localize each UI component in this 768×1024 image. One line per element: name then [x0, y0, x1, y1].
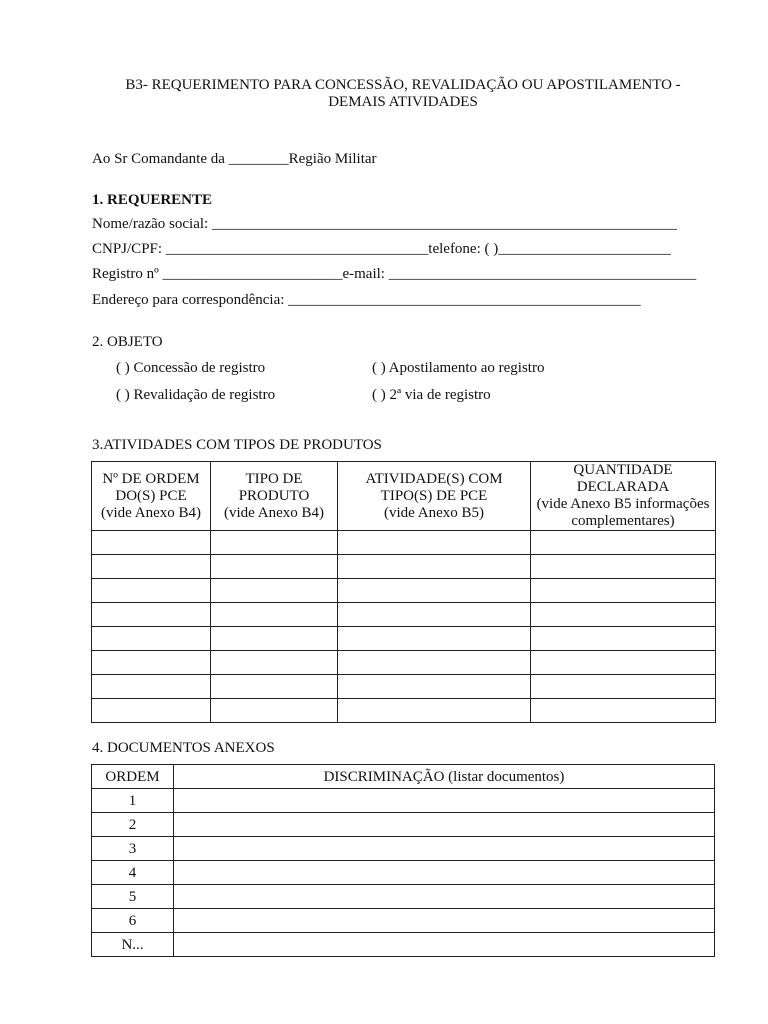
atividades-cell[interactable]: [338, 531, 531, 555]
atividades-cell[interactable]: [531, 699, 716, 723]
documentos-row: [92, 909, 715, 933]
atividades-cell[interactable]: [92, 531, 211, 555]
atividades-row: [92, 675, 716, 699]
atividades-row: [92, 603, 716, 627]
documento-discriminacao-cell[interactable]: [174, 789, 715, 813]
documentos-table: [91, 764, 715, 957]
atividades-row: [92, 699, 716, 723]
col-ordem-pce-line: DO(S) PCE: [115, 487, 187, 504]
section-documentos-heading: 4. DOCUMENTOS ANEXOS: [92, 740, 275, 756]
atividades-cell[interactable]: [338, 699, 531, 723]
endereco-field[interactable]: Endereço para correspondência: _______________________________________________: [92, 292, 641, 308]
documento-ordem-cell: 6: [92, 909, 174, 933]
documento-discriminacao-cell[interactable]: [174, 909, 715, 933]
cnpj-phone-field[interactable]: CNPJ/CPF: ___________________________________telefone: ( )_______________________: [92, 241, 671, 257]
section-requerente-heading: 1. REQUERENTE: [92, 192, 213, 208]
atividades-cell[interactable]: [92, 555, 211, 579]
col-atividades-line: (vide Anexo B5): [384, 504, 484, 521]
documento-ordem-cell: N...: [92, 933, 174, 957]
atividades-cell[interactable]: [338, 627, 531, 651]
documento-discriminacao-cell[interactable]: [174, 813, 715, 837]
atividades-cell[interactable]: [338, 579, 531, 603]
atividades-row: [92, 579, 716, 603]
addressee-line[interactable]: Ao Sr Comandante da ________Região Militar: [92, 151, 377, 167]
col-tipo-produto-line: PRODUTO: [238, 487, 310, 504]
col-ordem-pce-line: (vide Anexo B4): [101, 504, 201, 521]
documentos-row: [92, 885, 715, 909]
documento-ordem-cell: 2: [92, 813, 174, 837]
name-field[interactable]: Nome/razão social: ______________________________________________________________: [92, 216, 677, 232]
section-objeto-heading: 2. OBJETO: [92, 334, 163, 350]
col-tipo-produto: [211, 462, 338, 531]
atividades-cell[interactable]: [531, 651, 716, 675]
atividades-cell[interactable]: [338, 651, 531, 675]
col-atividades-line: ATIVIDADE(S) COM: [365, 470, 503, 487]
atividades-cell[interactable]: [531, 627, 716, 651]
option-segunda-via[interactable]: ( ) 2ª via de registro: [372, 387, 491, 403]
atividades-cell[interactable]: [211, 699, 338, 723]
col-ordem-pce: [92, 462, 211, 531]
col-tipo-produto-line: TIPO DE: [245, 470, 303, 487]
col-ordem-pce-line: Nº DE ORDEM: [102, 470, 200, 487]
atividades-cell[interactable]: [531, 531, 716, 555]
documentos-row: [92, 789, 715, 813]
title-line-1: B3- REQUERIMENTO PARA CONCESSÃO, REVALIDAÇÃO OU APOSTILAMENTO -: [125, 77, 681, 93]
col-quantidade-line: QUANTIDADE: [573, 462, 673, 478]
atividades-cell[interactable]: [211, 579, 338, 603]
atividades-cell[interactable]: [211, 627, 338, 651]
atividades-table: [91, 461, 716, 723]
option-revalidacao[interactable]: ( ) Revalidação de registro: [116, 387, 276, 403]
col-quantidade: [531, 462, 716, 531]
documentos-header-row: [92, 765, 715, 789]
col-quantidade-line: DECLARADA: [576, 479, 670, 495]
atividades-header-row: [92, 462, 716, 531]
atividades-cell[interactable]: [92, 699, 211, 723]
atividades-row: [92, 531, 716, 555]
documentos-row: [92, 837, 715, 861]
atividades-cell[interactable]: [92, 627, 211, 651]
col-quantidade-line: (vide Anexo B5 informações: [536, 496, 710, 512]
col-atividades: [338, 462, 531, 531]
atividades-cell[interactable]: [211, 555, 338, 579]
documento-discriminacao-cell[interactable]: [174, 861, 715, 885]
atividades-row: [92, 627, 716, 651]
atividades-cell[interactable]: [531, 603, 716, 627]
atividades-cell[interactable]: [531, 675, 716, 699]
documento-discriminacao-cell[interactable]: [174, 885, 715, 909]
documentos-row: [92, 813, 715, 837]
atividades-cell[interactable]: [338, 675, 531, 699]
atividades-cell[interactable]: [338, 603, 531, 627]
atividades-row: [92, 555, 716, 579]
atividades-cell[interactable]: [211, 675, 338, 699]
atividades-cell[interactable]: [92, 579, 211, 603]
documento-discriminacao-cell[interactable]: [174, 837, 715, 861]
col-atividades-line: TIPO(S) DE PCE: [380, 487, 488, 504]
documentos-row: [92, 861, 715, 885]
document-title: [92, 77, 714, 111]
documento-ordem-cell: 5: [92, 885, 174, 909]
option-apostilamento[interactable]: ( ) Apostilamento ao registro: [372, 360, 545, 376]
atividades-cell[interactable]: [211, 531, 338, 555]
title-line-2: DEMAIS ATIVIDADES: [328, 94, 478, 110]
documento-ordem-cell: 1: [92, 789, 174, 813]
option-concessao[interactable]: ( ) Concessão de registro: [116, 360, 266, 376]
atividades-cell[interactable]: [531, 579, 716, 603]
atividades-cell[interactable]: [531, 555, 716, 579]
atividades-cell[interactable]: [92, 651, 211, 675]
documento-ordem-cell: 3: [92, 837, 174, 861]
section-atividades-heading: 3.ATIVIDADES COM TIPOS DE PRODUTOS: [92, 437, 382, 453]
col-tipo-produto-line: (vide Anexo B4): [224, 504, 324, 521]
atividades-cell[interactable]: [92, 675, 211, 699]
registro-email-field[interactable]: Registro nº ________________________e-mail: _________________________________________: [92, 266, 697, 282]
documentos-row: [92, 933, 715, 957]
atividades-cell[interactable]: [211, 603, 338, 627]
col-ordem: ORDEM: [92, 765, 174, 789]
col-quantidade-line: complementares): [571, 513, 675, 529]
atividades-cell[interactable]: [338, 555, 531, 579]
atividades-cell[interactable]: [92, 603, 211, 627]
atividades-row: [92, 651, 716, 675]
col-discriminacao: DISCRIMINAÇÃO (listar documentos): [174, 765, 715, 789]
atividades-cell[interactable]: [211, 651, 338, 675]
documento-ordem-cell: 4: [92, 861, 174, 885]
documento-discriminacao-cell[interactable]: [174, 933, 715, 957]
